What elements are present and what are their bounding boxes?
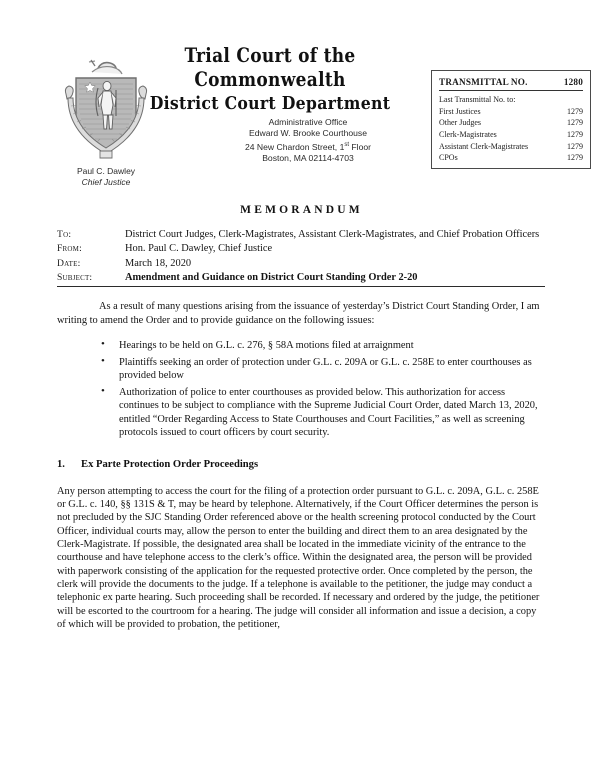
section-heading-1	[57, 458, 545, 471]
transmittal-header-row	[439, 76, 583, 91]
address-ordinal-suffix: st	[344, 141, 350, 148]
transmittal-row-label: Assistant Clerk-Magistrates	[439, 141, 529, 151]
memo-label-to: To:	[57, 229, 72, 240]
transmittal-row-value: 1279	[567, 130, 583, 140]
transmittal-row-label: CPOs	[439, 153, 458, 163]
table-row	[439, 140, 583, 152]
transmittal-header-label: TRANSMITTAL NO.	[439, 77, 528, 88]
address-floor: Floor	[349, 141, 371, 152]
transmittal-row-value: 1279	[567, 118, 583, 128]
issues-bullet-list	[57, 339, 545, 439]
transmittal-row-value: 1279	[567, 106, 583, 116]
court-title-line-2: District Court Department	[149, 93, 391, 114]
memo-value-date: March 18, 2020	[125, 257, 192, 269]
table-row	[439, 117, 583, 129]
court-title-block	[120, 44, 420, 116]
address-line-2: Edward W. Brooke Courthouse	[249, 128, 367, 139]
document-masthead	[0, 0, 600, 196]
transmittal-row-value: 1279	[567, 141, 583, 151]
memo-row-from	[57, 242, 545, 255]
address-line-4: Boston, MA 02114-4703	[262, 153, 354, 164]
memo-row-subject	[57, 271, 545, 284]
section-1-paragraph: Any person attempting to access the court for the filing of a protection order pursuant to G.L. c. 209A, G.L. c. 258E or G.L. c. 140, §§ 131S & T, may be heard by telephone. Alternatively, if the Court Officer determines the person is not precluded by the SJC Standing Order referenced above or the health screening protocol conducted by the Court Officer, individual courts may, allow the person to enter the building and direct them to an area designated by the Clerk-Magistrate. If possible, the designated area shall be located in the immediate vicinity of the entrance to the courthouse and have telephone access to the clerk’s office. Within the designated area, the person will be provided with paperwork consisting of the application for the requested protective order. Once completed by the person, the clerk will provide the documents to the judge. If a telephone is available to the petitioner, the judge may conduct a telephonic ex parte hearing. Such proceeding shall be recorded. If necessary and ordered by the judge, the petitioner will be escorted to the courtroom for a hearing. The judge will consider all information and issue a decision, a copy of which will be provided to probation, the petitioner,	[57, 485, 540, 631]
memo-label-date: Date:	[57, 257, 81, 269]
list-item: • Hearings to be held on G.L. c. 276, § 58A motions filed at arraignment	[101, 339, 545, 352]
memo-row-to	[57, 228, 545, 241]
memo-label-subject: Subject:	[57, 271, 93, 283]
address-line-3	[178, 140, 438, 153]
transmittal-header-value: 1280	[563, 77, 583, 88]
chief-justice-name: Paul C. Dawley	[76, 166, 136, 176]
transmittal-row-label: Clerk-Magistrates	[439, 130, 497, 140]
chief-justice-role: Chief Justice	[81, 177, 131, 187]
section-number: 1.	[57, 459, 65, 471]
document-body	[57, 300, 545, 631]
list-item: • Plaintiffs seeking an order of protection under G.L. c. 209A or G.L. c. 258E to enter courthouses as provided below	[101, 356, 545, 383]
table-row	[439, 129, 583, 141]
memo-divider	[57, 286, 545, 287]
list-item: • Authorization of police to enter courthouses as provided below. This authorization for access continues to be subject to compliance with the Supreme Judicial Court Order, dated March 13, 2020, entitled “Order Regarding Access to State Courthouses and Court Facilities,” as well as screening protocols issued to court officers by court security.	[101, 386, 545, 439]
chief-justice-caption	[52, 166, 160, 188]
transmittal-row-value: 1279	[567, 153, 583, 163]
intro-paragraph: As a result of many questions arising from the issuance of yesterday’s District Court Standing Order, I am writing to amend the Order and to provide guidance on the following issues:	[57, 301, 540, 326]
address-block	[178, 117, 438, 164]
memo-value-to: District Court Judges, Clerk-Magistrates, Assistant Clerk-Magistrates, and Chief Probation Officers	[125, 229, 540, 240]
table-row	[439, 152, 583, 164]
transmittal-subhead-row	[439, 91, 583, 106]
address-line-1: Administrative Office	[268, 117, 348, 127]
memo-value-subject: Amendment and Guidance on District Court Standing Order 2-20	[125, 271, 418, 283]
court-title-line-1: Trial Court of the Commonwealth	[184, 44, 356, 91]
table-row	[439, 106, 583, 118]
section-title: Ex Parte Protection Order Proceedings	[81, 459, 259, 471]
transmittal-row-label: First Justices	[439, 106, 481, 116]
transmittal-subhead: Last Transmittal No. to:	[439, 95, 516, 105]
transmittal-row-label: Other Judges	[439, 118, 481, 128]
memo-row-date	[57, 257, 545, 270]
memo-value-from: Hon. Paul C. Dawley, Chief Justice	[125, 243, 273, 255]
transmittal-table	[431, 70, 591, 169]
memorandum-title: MEMORANDUM	[240, 204, 363, 216]
memo-label-from: From:	[57, 243, 82, 255]
address-street: 24 New Chardon Street, 1	[244, 141, 345, 152]
memo-fields	[57, 228, 545, 284]
